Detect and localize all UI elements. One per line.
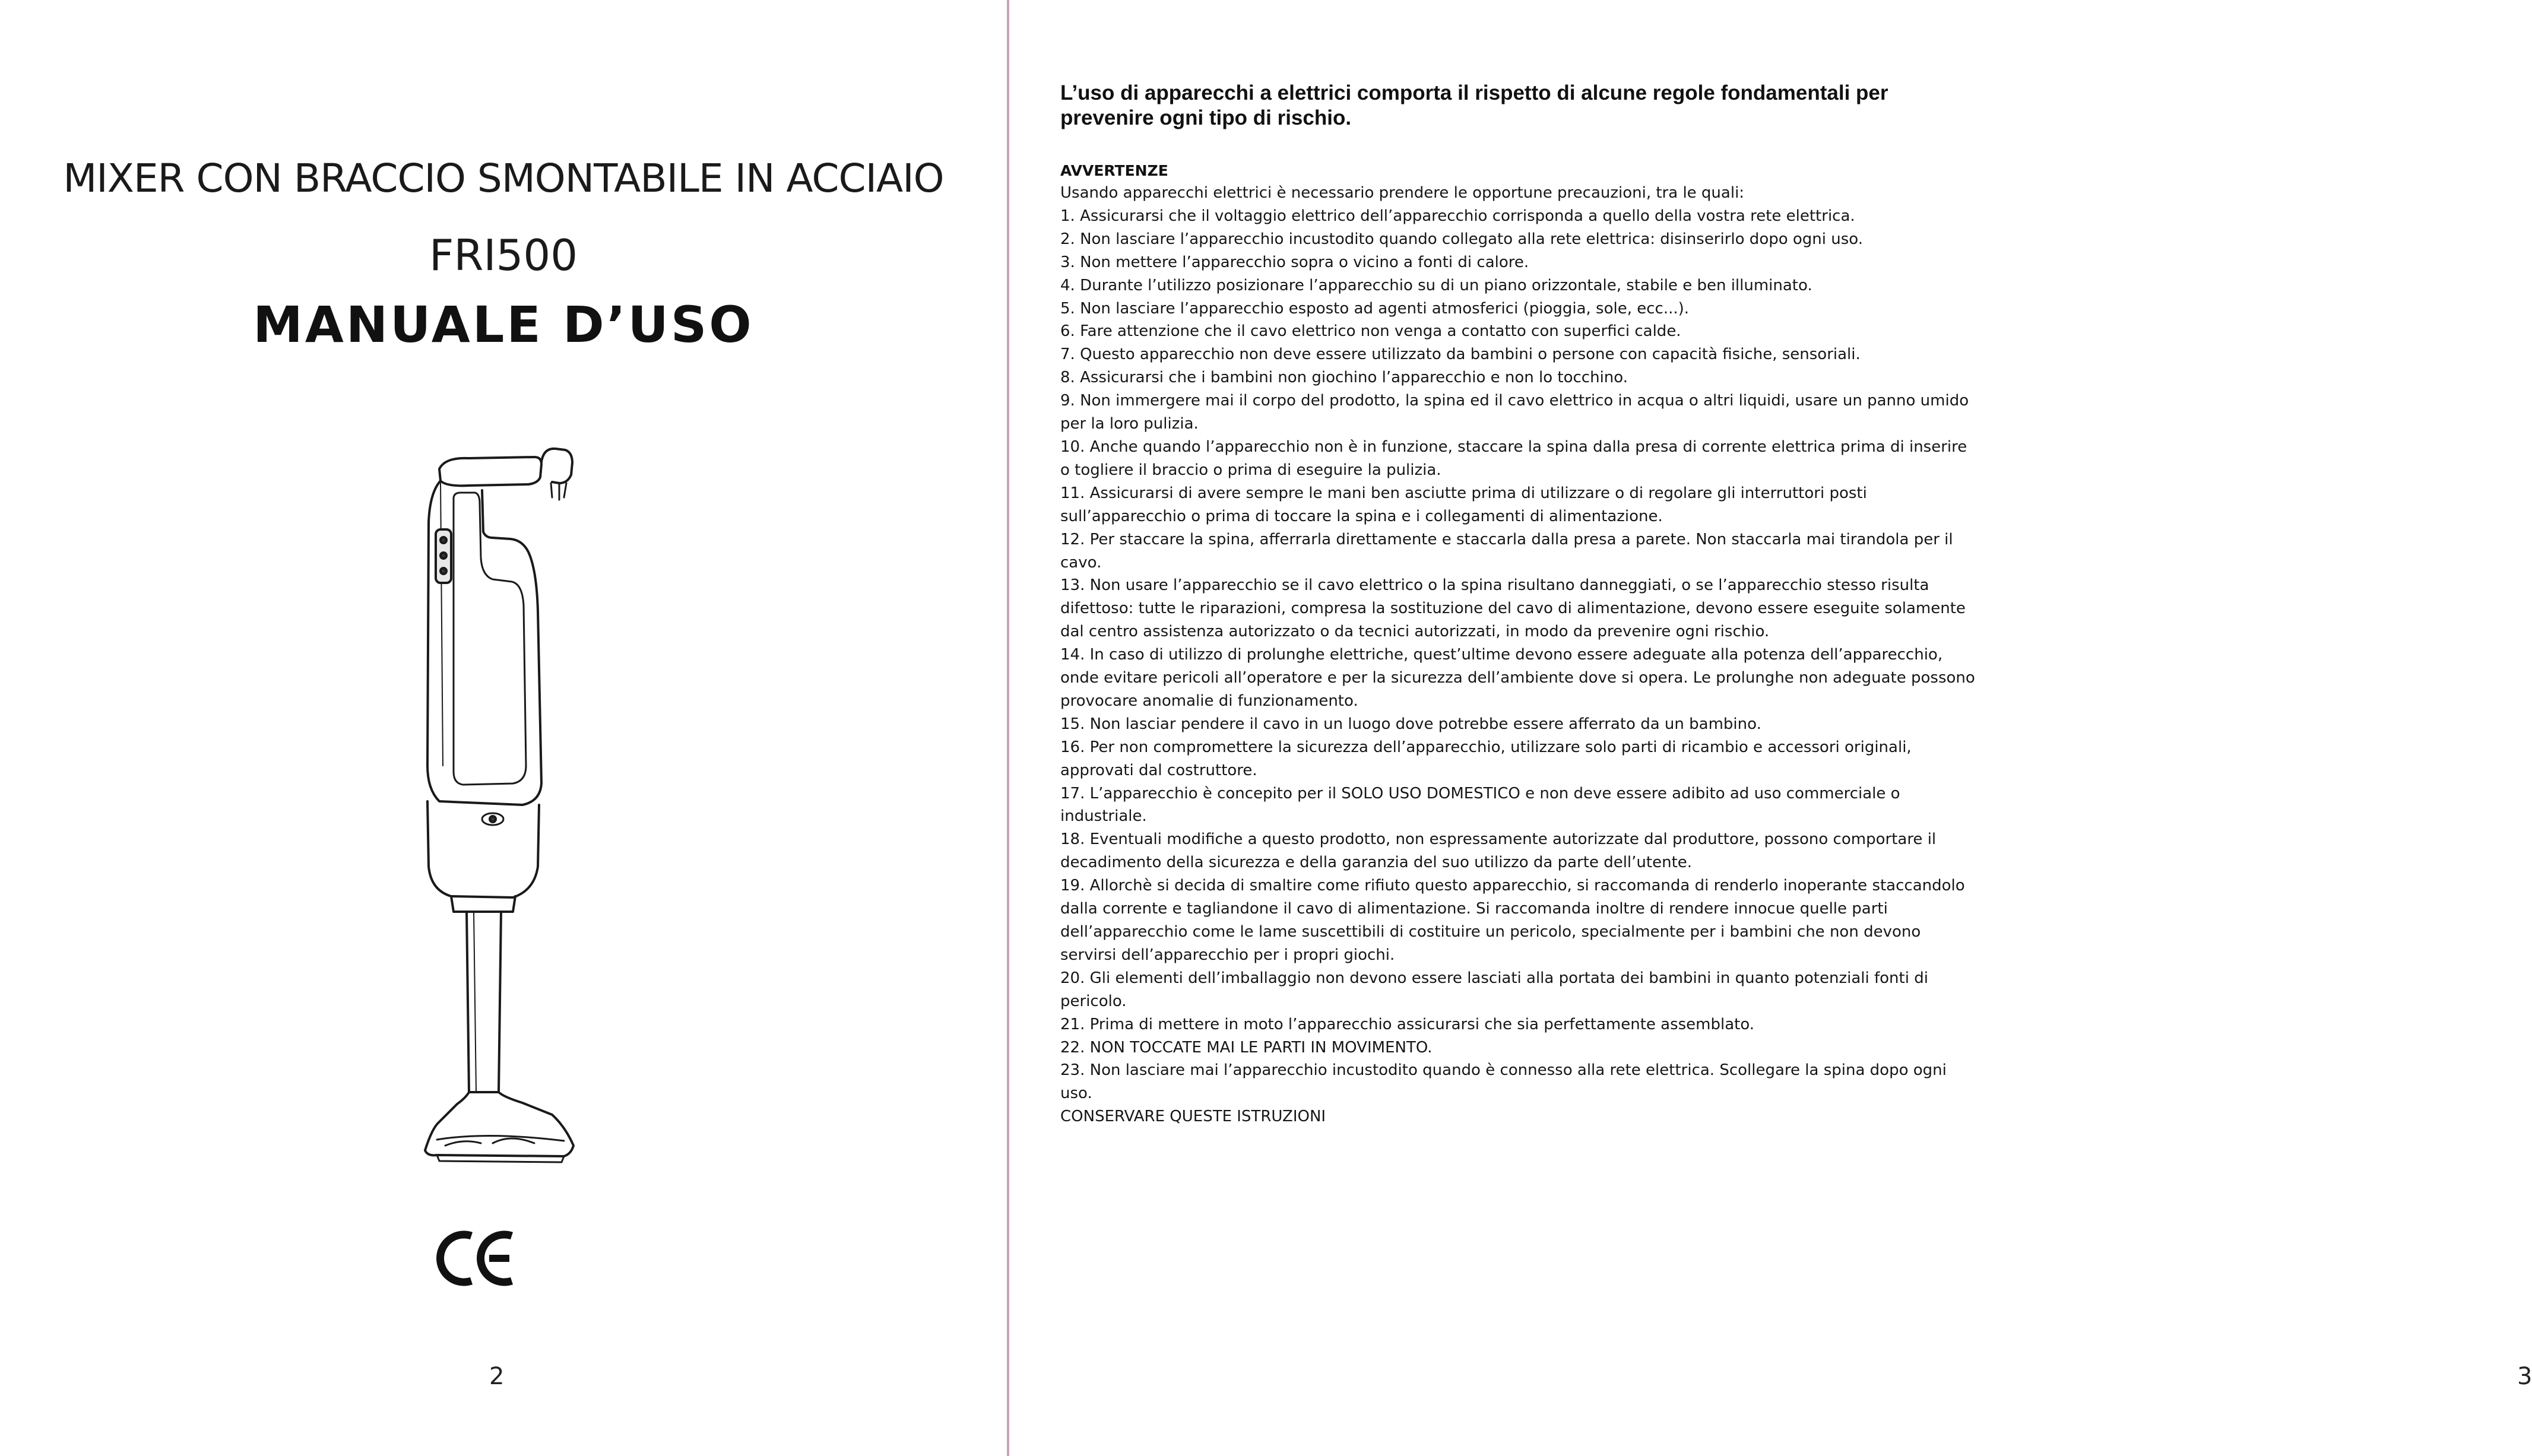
warning-item: 6. Fare attenzione che il cavo elettrico non venga a contatto con superfici calde.	[1060, 322, 1681, 341]
manual-title: MANUALE D’USO	[253, 296, 754, 354]
closing-note: CONSERVARE QUESTE ISTRUZIONI	[1060, 1108, 1326, 1126]
hand-blender-illustration	[404, 433, 606, 1181]
warning-item: 5. Non lasciare l’apparecchio esposto ad agenti atmosferici (pioggia, sole, ecc...).	[1060, 299, 1690, 318]
warning-item: 12. Per staccare la spina, afferrarla direttamente e staccarla dalla presa a parete. Non staccarla mai tirandola per il cavo.	[1060, 530, 1953, 572]
product-subtitle: MIXER CON BRACCIO SMONTABILE IN ACCIAIO	[63, 156, 944, 201]
warning-item: 16. Per non compromettere la sicurezza dell’apparecchio, utilizzare solo parti di ricambio e accessori originali, approvati dal costruttore.	[1060, 738, 1912, 779]
warning-item: 2. Non lasciare l’apparecchio incustodito quando collegato alla rete elettrica: disinserirlo dopo ogni uso.	[1060, 230, 1864, 248]
warning-item: 19. Allorchè si decida di smaltire come rifiuto questo apparecchio, si raccomanda di renderlo inoperante staccandolo dalla corrente e tagliandone il cavo di alimentazione. Si raccomanda inoltre di rendere innocue quelle parti dell’apparecchio come le lame suscettibili di costituire un pericolo, specialmente per i bambini che non devono servirsi dell’apparecchio per i propri giochi.	[1060, 877, 1965, 964]
page-number: 3	[2517, 1363, 2532, 1390]
warning-item: 1. Assicurarsi che il voltaggio elettrico dell’apparecchio corrisponda a quello della vostra rete elettrica.	[1060, 207, 1855, 225]
warnings-list	[1060, 182, 1978, 1128]
warning-item: 20. Gli elementi dell’imballaggio non devono essere lasciati alla portata dei bambini in quanto potenziali fonti di pericolo.	[1060, 969, 1928, 1010]
warning-item: 3. Non mettere l’apparecchio sopra o vicino a fonti di calore.	[1060, 253, 1529, 271]
warnings-intro: Usando apparecchi elettrici è necessario prendere le opportune precauzioni, tra le quali:	[1060, 184, 1745, 202]
warnings-heading: AVVERTENZE	[1060, 162, 1168, 179]
warning-item: 11. Assicurarsi di avere sempre le mani ben asciutte prima di utilizzare o di regolare gli interruttori posti sull’apparecchio o prima di toccare la spina e i collegamenti di alimentazione.	[1060, 484, 1867, 525]
warning-item: 13. Non usare l’apparecchio se il cavo elettrico o la spina risultano danneggiati, o se l’apparecchio stesso risulta difettoso: tutte le riparazioni, compresa la sostituzione del cavo di alimentazione, devono essere eseguite solamente dal centro assistenza autorizzato o da tecnici autorizzati, in modo da prevenire ogni rischio.	[1060, 576, 1966, 641]
warning-item: 18. Eventuali modifiche a questo prodotto, non espressamente autorizzate dal produttore, possono comportare il decadimento della sicurezza e della garanzia del suo utilizzo da parte dell’utente.	[1060, 830, 1937, 872]
warning-item: 15. Non lasciar pendere il cavo in un luogo dove potrebbe essere afferrato da un bambino.	[1060, 715, 1761, 733]
warning-item: 9. Non immergere mai il corpo del prodotto, la spina ed il cavo elettrico in acqua o altri liquidi, usare un panno umido per la loro pulizia.	[1060, 392, 1969, 433]
safety-intro-heading: L’uso di apparecchi a elettrici comporta il rispetto di alcune regole fondamentali per prevenire ogni tipo di rischio.	[1060, 81, 1888, 129]
warning-item: 4. Durante l’utilizzo posizionare l’apparecchio su di un piano orizzontale, stabile e ben illuminato.	[1060, 276, 1812, 294]
left-page	[0, 0, 1007, 1456]
product-model: FRI500	[429, 230, 578, 280]
warning-item: 22. NON TOCCATE MAI LE PARTI IN MOVIMENTO.	[1060, 1038, 1433, 1057]
warning-item: 23. Non lasciare mai l’apparecchio incustodito quando è connesso alla rete elettrica. Scollegare la spina dopo ogni uso.	[1060, 1061, 1947, 1103]
warning-item: 21. Prima di mettere in moto l’apparecchio assicurarsi che sia perfettamente assemblato.	[1060, 1015, 1755, 1033]
warning-item: 10. Anche quando l’apparecchio non è in funzione, staccare la spina dalla presa di corrente elettrica prima di inserire o togliere il braccio o prima di eseguire la pulizia.	[1060, 437, 1967, 479]
page-number: 2	[489, 1363, 505, 1390]
warning-item: 7. Questo apparecchio non deve essere utilizzato da bambini o persone con capacità fisiche, sensoriali.	[1060, 345, 1861, 364]
warning-item: 14. In caso di utilizzo di prolunghe elettriche, quest’ultime devono essere adeguate alla potenza dell’apparecchio, onde evitare pericoli all’operatore e per la sicurezza dell’ambiente dove si opera. Le prolunghe non adeguate possono provocare anomalie di funzionamento.	[1060, 646, 1975, 710]
warning-item: 8. Assicurarsi che i bambini non giochino l’apparecchio e non lo tocchino.	[1060, 369, 1628, 387]
ce-mark-icon	[436, 1229, 519, 1288]
warning-item: 17. L’apparecchio è concepito per il SOLO USO DOMESTICO e non deve essere adibito ad uso commerciale o industriale.	[1060, 784, 1900, 826]
